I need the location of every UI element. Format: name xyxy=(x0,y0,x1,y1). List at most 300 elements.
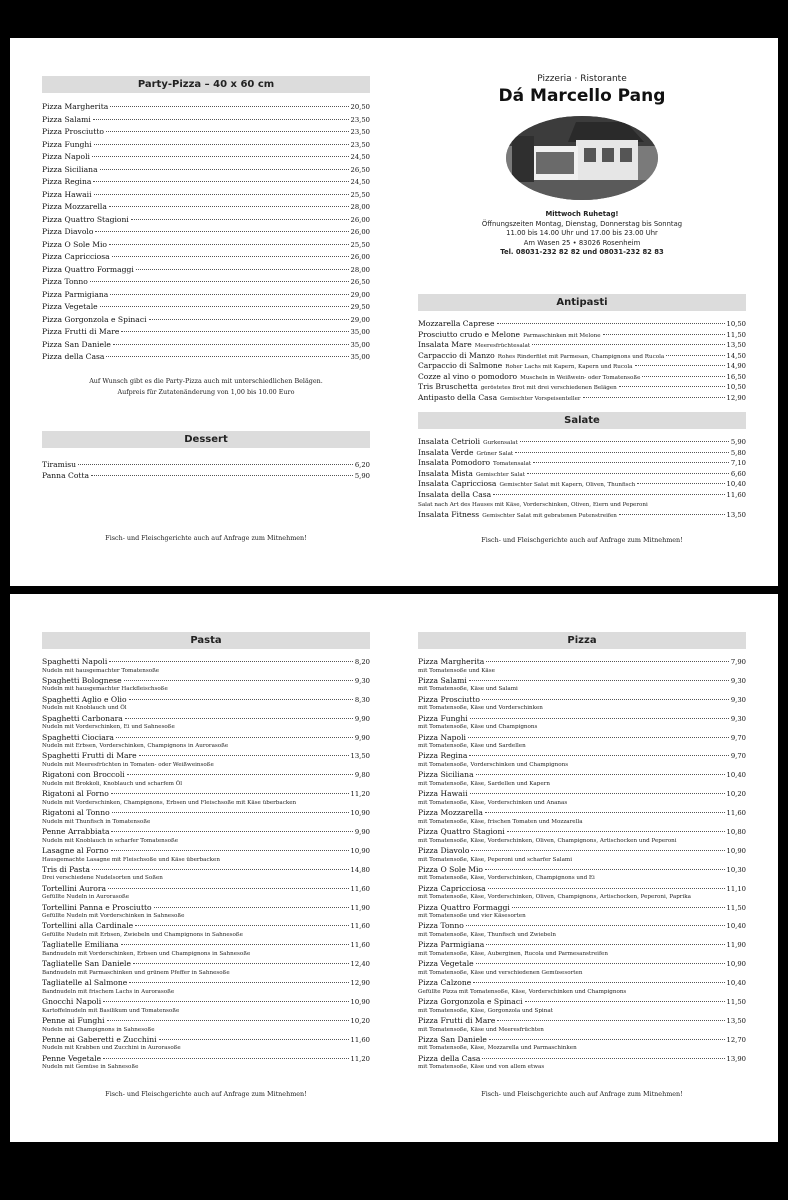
menu-item-description: mit Tomatensoße, Käse, Sardellen und Kapern xyxy=(418,780,550,787)
menu-item-name: Pizza Margherita xyxy=(418,657,485,666)
menu-item-price: 10,90 xyxy=(350,809,370,818)
leader-dots xyxy=(520,441,729,442)
menu-item-name: Tortellini Aurora xyxy=(42,883,106,893)
leader-dots xyxy=(113,344,349,345)
menu-item-row xyxy=(418,319,746,330)
menu-item-row xyxy=(42,770,370,780)
menu-item-price: 10,90 xyxy=(726,846,746,855)
menu-item-description: mit Tomatensoße, Käse und Sardellen xyxy=(418,743,526,750)
menu-item-row xyxy=(42,352,370,365)
leader-dots xyxy=(497,1020,724,1021)
menu-item-price: 9,70 xyxy=(730,733,746,742)
footer-note-1: Fisch- und Fleischgerichte auch auf Anfrage zum Mitnehmen! xyxy=(105,534,307,542)
menu-item-row xyxy=(418,751,746,761)
menu-item-row xyxy=(418,789,746,799)
menu-item-row xyxy=(418,695,746,705)
menu-item-name: Pizza Quattro Formaggi xyxy=(42,264,134,274)
menu-item-name: Pizza Siciliana xyxy=(418,770,474,780)
menu-item-row xyxy=(418,510,746,521)
menu-item-name: Pizza Salami xyxy=(42,114,91,124)
menu-item-name: Pizza Gorgonzola e Spinaci xyxy=(418,997,523,1007)
menu-item-row xyxy=(42,1054,370,1064)
menu-item-row xyxy=(42,695,370,705)
menu-item-price: 11,20 xyxy=(350,1054,370,1063)
menu-item-price: 10,50 xyxy=(726,383,746,391)
menu-item-price: 9,30 xyxy=(730,695,746,704)
menu-item-name: Antipasto della Casa xyxy=(418,392,498,402)
menu-item-row xyxy=(418,469,746,480)
menu-item-row xyxy=(42,277,370,290)
menu-item-description: Nudeln mit Vorderschinken, Ei und Sahnesoße xyxy=(42,724,175,731)
menu-item-row xyxy=(42,884,370,894)
menu-item-description: geröstetes Brot mit drei verschiedenen Belägen xyxy=(480,385,617,391)
menu-item-description: Gemischter Salat xyxy=(475,471,525,478)
menu-item-row xyxy=(418,372,746,383)
menu-item-price: 10,20 xyxy=(726,790,746,799)
leader-dots xyxy=(110,106,348,107)
footer-note-3: Fisch- und Fleischgerichte auch auf Anfrage zum Mitnehmen! xyxy=(105,1090,307,1098)
menu-item-name: Pizza Siciliana xyxy=(42,164,98,174)
menu-item-row xyxy=(42,302,370,315)
leader-dots xyxy=(106,131,349,132)
menu-item-price: 6,20 xyxy=(354,461,370,469)
menu-item-description: Gemischter Salat mit gebratenen Putenstreifen xyxy=(482,513,617,519)
leader-dots xyxy=(533,462,729,463)
menu-item-price: 9,30 xyxy=(354,676,370,685)
menu-item-price: 13,50 xyxy=(726,1016,746,1025)
leader-dots xyxy=(507,831,725,832)
leader-dots xyxy=(642,376,724,377)
menu-item-description: Drei verschiedene Nudelsorten und Soßen xyxy=(42,875,163,882)
menu-item-description: Gemischter Salat mit Kapern, Oliven, Thunfisch xyxy=(499,482,636,488)
leader-dots xyxy=(93,181,348,182)
menu-item-name: Insalata Verde xyxy=(418,447,474,457)
menu-item-name: Rigatoni con Broccoli xyxy=(42,770,125,780)
menu-item-row xyxy=(42,340,370,353)
menu-item-row xyxy=(42,202,370,215)
salate-section xyxy=(418,412,746,521)
menu-item-description: mit Tomatensoße, Käse und Meeresfrüchten xyxy=(418,1026,544,1033)
menu-item-row xyxy=(418,657,746,667)
menu-item-description: mit Tomatensoße, Käse, Auberginen, Rucola und Parmesanstreifen xyxy=(418,950,608,957)
menu-item-row xyxy=(42,177,370,190)
leader-dots xyxy=(90,281,349,282)
menu-item-price: 35,00 xyxy=(350,328,370,336)
menu-item-price: 11,50 xyxy=(726,330,746,339)
menu-item-price: 10,90 xyxy=(350,846,370,855)
leader-dots xyxy=(470,793,725,794)
menu-item-description: Nudeln mit Knoblauch und Öl xyxy=(42,705,127,712)
menu-item-description: Gefüllte Nudeln in Aurorasoße xyxy=(42,894,130,901)
leader-dots xyxy=(103,1001,348,1002)
leader-dots xyxy=(489,1039,725,1040)
menu-item-price: 35,00 xyxy=(350,353,370,361)
menu-item-price: 13,90 xyxy=(726,1054,746,1063)
leader-dots xyxy=(136,269,349,270)
menu-item-row xyxy=(42,252,370,265)
opening-info xyxy=(418,210,746,258)
footer-note-2: Fisch- und Fleischgerichte auch auf Anfrage zum Mitnehmen! xyxy=(481,536,683,544)
menu-item-price: 10,40 xyxy=(726,480,746,488)
menu-item-row xyxy=(42,714,370,724)
menu-item-price: 26,50 xyxy=(350,165,370,174)
menu-item-description: mit Tomatensoße, Käse und Salami xyxy=(418,686,518,693)
leader-dots xyxy=(92,869,349,870)
restaurant-name: Dá Marcello Pang xyxy=(498,86,666,106)
leader-dots xyxy=(473,982,724,983)
party-note-1: Auf Wunsch gibt es die Party-Pizza auch mit unterschiedlichen Belägen. xyxy=(89,376,323,385)
menu-item-description: mit Tomatensoße, Käse und Vorderschinken xyxy=(418,705,543,712)
leader-dots xyxy=(466,925,725,926)
menu-item-price: 20,50 xyxy=(350,103,370,111)
leader-dots xyxy=(127,774,353,775)
menu-item-price: 13,50 xyxy=(726,341,746,349)
menu-item-name: Spaghetti Aglio e Olio xyxy=(42,694,127,704)
menu-item-row xyxy=(418,1016,746,1026)
menu-item-description: Bandnudeln mit Vorderschinken, Erbsen und Champignons in Sahnesoße xyxy=(42,950,251,957)
menu-item-name: Gnocchi Napoli xyxy=(42,997,102,1007)
menu-item-name: Pizza Quattro Formaggi xyxy=(418,902,510,912)
menu-item-row xyxy=(418,393,746,404)
pizza-list xyxy=(418,657,746,1073)
menu-item-row xyxy=(418,676,746,686)
phone: Tel. 08031-232 82 82 und 08031-232 82 83 xyxy=(500,248,664,257)
menu-item-description: Gefüllte Pizza mit Tomatensoße, Käse, Vorderschinken und Champignons xyxy=(418,988,627,995)
closed-day: Mittwoch Ruhetag! xyxy=(545,210,619,218)
menu-item-name: Pizza della Casa xyxy=(42,352,105,361)
dessert-list xyxy=(42,460,370,482)
menu-item-name: Lasagne al Forno xyxy=(42,845,109,855)
menu-item-row xyxy=(42,215,370,228)
menu-item-name: Pizza Napoli xyxy=(42,152,90,161)
menu-item-row xyxy=(418,903,746,913)
leader-dots xyxy=(512,907,725,908)
menu-item-price: 5,90 xyxy=(354,472,370,480)
leader-dots xyxy=(476,774,725,775)
leader-dots xyxy=(95,231,348,232)
menu-item-name: Pizza Salami xyxy=(418,675,467,685)
leader-dots xyxy=(111,850,349,851)
opening-hours-times: 11.00 bis 14.00 Uhr und 17.00 bis 23.00 Uhr xyxy=(506,229,658,238)
menu-item-name: Penne ai Gaberetti e Zucchini xyxy=(42,1034,157,1044)
menu-item-price: 11,90 xyxy=(726,941,746,950)
menu-item-price: 24,50 xyxy=(350,153,370,161)
section-header-antipasti: Antipasti xyxy=(418,294,746,311)
leader-dots xyxy=(112,812,349,813)
menu-item-price: 10,40 xyxy=(726,771,746,780)
menu-item-row xyxy=(42,1035,370,1045)
menu-item-price: 9,90 xyxy=(354,828,370,837)
pasta-list xyxy=(42,657,370,1073)
menu-item-description: Nudeln mit hausgemachter Tomatensoße xyxy=(42,667,160,674)
leader-dots xyxy=(100,306,349,307)
menu-item-row xyxy=(42,751,370,761)
menu-item-row xyxy=(418,770,746,780)
menu-item-price: 23,50 xyxy=(350,140,370,149)
menu-item-row xyxy=(42,127,370,140)
menu-item-name: Pizza Margherita xyxy=(42,102,109,111)
leader-dots xyxy=(635,365,725,366)
menu-item-price: 10,50 xyxy=(726,320,746,328)
menu-item-price: 25,50 xyxy=(350,190,370,199)
section-header-pizza: Pizza xyxy=(418,632,746,649)
menu-item-row xyxy=(418,351,746,362)
leader-dots xyxy=(476,963,725,964)
menu-item-price: 10,40 xyxy=(726,979,746,988)
menu-item-name: Penne ai Funghi xyxy=(42,1015,105,1025)
menu-item-row xyxy=(418,382,746,393)
menu-item-name: Pizza Tonno xyxy=(418,921,464,931)
dessert-section xyxy=(42,431,370,482)
menu-item-price: 7,10 xyxy=(730,459,746,467)
menu-item-name: Penne Vegetale xyxy=(42,1053,102,1063)
menu-item-row xyxy=(418,959,746,969)
menu-item-name: Insalata Fitness xyxy=(418,510,480,519)
menu-item-name: Pizza Diavolo xyxy=(42,227,94,236)
menu-item-name: Pizza Regina xyxy=(42,177,92,186)
party-pizza-list xyxy=(42,102,370,365)
menu-item-name: Pizza Regina xyxy=(418,751,468,761)
menu-item-row xyxy=(42,265,370,278)
leader-dots xyxy=(93,119,349,120)
menu-item-name: Prosciutto crudo e Melone xyxy=(418,329,521,339)
menu-item-name: Insalata della Casa xyxy=(418,489,492,499)
menu-item-description: Nudeln mit Gemüse in Sahnesoße xyxy=(42,1064,139,1071)
menu-item-row xyxy=(42,921,370,931)
restaurant-header xyxy=(418,74,746,258)
menu-item-price: 35,00 xyxy=(350,340,370,349)
menu-item-description: Nudeln mit Brokkoli, Knoblauch und scharfem Öl xyxy=(42,780,183,787)
menu-item-row xyxy=(418,437,746,448)
menu-item-name: Pizza Vegetale xyxy=(418,959,474,969)
pizza-section xyxy=(418,632,746,1073)
menu-item-name: Tortellini alla Cardinale xyxy=(42,921,134,931)
menu-item-row xyxy=(418,1035,746,1045)
pasta-section xyxy=(42,632,370,1073)
leader-dots xyxy=(637,483,724,484)
menu-item-name: Pizza Quattro Stagioni xyxy=(418,827,505,837)
menu-item-name: Pizza Calzone xyxy=(418,978,472,988)
menu-page-2 xyxy=(10,594,778,1142)
menu-item-name: Insalata Pomodoro xyxy=(418,458,491,467)
menu-item-price: 12,90 xyxy=(726,393,746,402)
menu-item-name: Carpaccio di Salmone xyxy=(418,361,503,370)
leader-dots xyxy=(131,219,349,220)
menu-item-price: 25,50 xyxy=(350,240,370,249)
menu-item-price: 11,60 xyxy=(350,884,370,893)
section-header-party-pizza: Party-Pizza – 40 x 60 cm xyxy=(42,76,370,93)
menu-item-row xyxy=(418,978,746,988)
menu-item-row xyxy=(418,340,746,351)
menu-item-description: Tomatensalat xyxy=(493,461,532,467)
menu-item-price: 14,50 xyxy=(726,351,746,360)
leader-dots xyxy=(111,831,352,832)
menu-item-row xyxy=(418,330,746,341)
menu-item-row xyxy=(42,865,370,875)
party-pizza-section xyxy=(42,76,370,396)
menu-item-name: Pizza San Daniele xyxy=(418,1034,487,1044)
menu-item-row xyxy=(42,940,370,950)
menu-item-description: Nudeln mit hausgemachter Hackfleischsoße xyxy=(42,686,168,693)
leader-dots xyxy=(469,680,729,681)
menu-item-name: Pizza Funghi xyxy=(42,139,92,149)
menu-item-description: mit Tomatensoße, Käse, Mozzarella und Parmaschinken xyxy=(418,1045,577,1052)
leader-dots xyxy=(488,888,725,889)
menu-item-name: Insalata Mista xyxy=(418,468,473,478)
menu-item-name: Pizza Hawaii xyxy=(42,189,92,199)
menu-item-name: Insalata Mare xyxy=(418,340,472,349)
menu-item-description: Bandnudeln mit Parmaschinken und grünem Pfeffer in Sahnesoße xyxy=(42,969,230,976)
menu-item-row xyxy=(42,115,370,128)
menu-item-description: Nudeln mit Champignons in Sahnesoße xyxy=(42,1026,155,1033)
menu-item-description: mit Tomatensoße, Vorderschinken und Champignons xyxy=(418,762,569,769)
leader-dots xyxy=(109,244,349,245)
leader-dots xyxy=(482,699,729,700)
restaurant-subtitle: Pizzeria · Ristorante xyxy=(537,74,627,84)
menu-item-description: Muscheln in Weißwein- oder Tomatensoße xyxy=(520,374,641,381)
leader-dots xyxy=(94,194,349,195)
menu-item-name: Pizza Tonno xyxy=(42,277,88,286)
leader-dots xyxy=(135,925,348,926)
menu-item-price: 14,80 xyxy=(350,865,370,874)
leader-dots xyxy=(532,344,724,345)
menu-item-row xyxy=(42,903,370,913)
menu-item-name: Pizza Vegetale xyxy=(42,302,98,311)
menu-item-row xyxy=(42,240,370,253)
menu-item-price: 12,90 xyxy=(350,979,370,988)
leader-dots xyxy=(525,1001,725,1002)
menu-item-description: mit Tomatensoße, Käse, Gorgonzola und Spinat xyxy=(418,1007,553,1014)
menu-item-row xyxy=(42,997,370,1007)
menu-item-row xyxy=(42,140,370,153)
menu-item-description: Gurkensalat xyxy=(483,440,518,446)
menu-item-row xyxy=(418,458,746,469)
leader-dots xyxy=(78,464,353,465)
menu-item-price: 12,70 xyxy=(726,1035,746,1044)
menu-item-price: 28,00 xyxy=(350,203,370,211)
menu-item-row xyxy=(418,1054,746,1064)
menu-item-row xyxy=(42,290,370,303)
menu-item-name: Spaghetti Bolognese xyxy=(42,675,122,685)
leader-dots xyxy=(486,944,724,945)
menu-item-name: Pizza Parmigiana xyxy=(42,289,109,299)
leader-dots xyxy=(94,144,349,145)
menu-item-price: 9,90 xyxy=(354,733,370,742)
menu-item-price: 11,60 xyxy=(726,809,746,818)
menu-item-name: Pizza O Sole Mio xyxy=(42,239,108,249)
menu-item-name: Tiramisu xyxy=(42,460,77,469)
menu-item-price: 23,50 xyxy=(350,115,370,124)
leader-dots xyxy=(493,494,724,495)
menu-item-description: mit Tomatensoße, Käse und von allem etwas xyxy=(418,1064,545,1071)
menu-item-description: Salat nach Art des Hauses mit Käse, Vorderschinken, Oliven, Eiern und Peperoni xyxy=(418,502,648,508)
menu-item-price: 7,90 xyxy=(730,658,746,666)
restaurant-photo xyxy=(506,116,658,200)
menu-item-description: mit Tomatensoße, Käse, Vorderschinken, Champignons und Ei xyxy=(418,875,595,882)
leader-dots xyxy=(109,661,353,662)
menu-item-row xyxy=(42,190,370,203)
section-header-dessert: Dessert xyxy=(42,431,370,448)
menu-item-price: 10,90 xyxy=(350,998,370,1007)
menu-item-description: Grüner Salat xyxy=(476,450,514,457)
menu-item-price: 9,80 xyxy=(354,771,370,780)
leader-dots xyxy=(129,982,348,983)
leader-dots xyxy=(497,323,725,324)
menu-item-price: 13,50 xyxy=(726,511,746,519)
menu-item-row xyxy=(42,657,370,667)
leader-dots xyxy=(108,888,349,889)
menu-item-name: Insalata Cetrioli xyxy=(418,437,481,446)
menu-item-description: mit Tomatensoße, Käse, Peperoni und scharfer Salami xyxy=(418,856,572,863)
menu-item-name: Pizza Capricciosa xyxy=(42,252,110,261)
leader-dots xyxy=(470,718,729,719)
menu-item-price: 13,50 xyxy=(350,752,370,761)
leader-dots xyxy=(619,386,725,387)
menu-item-price: 10,40 xyxy=(726,922,746,931)
leader-dots xyxy=(159,1039,349,1040)
menu-item-name: Pizza Mozzarella xyxy=(418,808,483,818)
menu-item-name: Pizza Frutti di Mare xyxy=(418,1015,496,1025)
leader-dots xyxy=(666,355,724,356)
menu-item-price: 10,20 xyxy=(350,1016,370,1025)
leader-dots xyxy=(124,680,353,681)
menu-item-row xyxy=(42,789,370,799)
leader-dots xyxy=(116,737,353,738)
menu-item-price: 11,60 xyxy=(350,922,370,931)
menu-item-name: Pizza della Casa xyxy=(418,1053,481,1063)
menu-item-name: Penne Arrabbiata xyxy=(42,827,110,837)
menu-item-name: Pizza Hawaii xyxy=(418,789,468,799)
menu-item-price: 9,90 xyxy=(354,714,370,723)
menu-item-description: Nudeln mit Vorderschinken, Champignons, Erbsen und Fleischsoße mit Käse überbacken xyxy=(42,799,297,806)
menu-item-description: mit Tomatensoße, Käse und Champignons xyxy=(418,724,538,731)
leader-dots xyxy=(91,475,353,476)
menu-item-row xyxy=(418,448,746,459)
leader-dots xyxy=(106,356,348,357)
menu-item-price: 26,50 xyxy=(350,278,370,286)
menu-item-price: 11,50 xyxy=(726,903,746,912)
menu-item-price: 10,30 xyxy=(726,865,746,874)
menu-item-price: 26,00 xyxy=(350,215,370,224)
menu-item-description: Nudeln mit Erbsen, Vorderschinken, Champignons in Aurorasoße xyxy=(42,743,229,750)
menu-item-name: Pizza San Daniele xyxy=(42,339,111,349)
leader-dots xyxy=(112,256,349,257)
menu-item-description: Gefüllte Nudeln mit Erbsen, Zwiebeln und Champignons in Sahnesoße xyxy=(42,932,243,939)
menu-item-name: Pizza Mozzarella xyxy=(42,202,107,211)
menu-item-description: Rohes Rinderfilet mit Parmesan, Champignons und Rucola xyxy=(497,353,665,360)
menu-item-row xyxy=(42,846,370,856)
menu-item-description: mit Tomatensoße, Käse und verschiedenen Gemüsesorten xyxy=(418,969,583,976)
leader-dots xyxy=(527,473,729,474)
address: Am Wasen 25 • 83026 Rosenheim xyxy=(523,238,641,247)
menu-item-name: Pizza O Sole Mio xyxy=(418,864,484,874)
leader-dots xyxy=(111,793,349,794)
opening-hours-days: Öffnungszeiten Montag, Dienstag, Donnerstag bis Sonntag xyxy=(481,219,683,228)
leader-dots xyxy=(583,397,725,398)
menu-item-price: 10,90 xyxy=(726,960,746,969)
leader-dots xyxy=(121,944,349,945)
menu-item-row xyxy=(418,940,746,950)
menu-item-description: Nudeln mit Meeresfrüchten in Tomaten- oder Weißweinsoße xyxy=(42,762,214,769)
menu-item-row xyxy=(42,676,370,686)
menu-item-description: mit Tomatensoße, Käse, Vorderschinken, Oliven, Champignons, Artischocken, Peperoni, Paprika xyxy=(418,894,691,901)
menu-item-row xyxy=(42,460,370,471)
menu-item-price: 28,00 xyxy=(350,265,370,274)
leader-dots xyxy=(149,319,349,320)
menu-item-name: Rigatoni al Forno xyxy=(42,789,109,799)
menu-item-name: Pizza Parmigiana xyxy=(418,940,485,950)
menu-item-name: Mozzarella Caprese xyxy=(418,319,495,328)
